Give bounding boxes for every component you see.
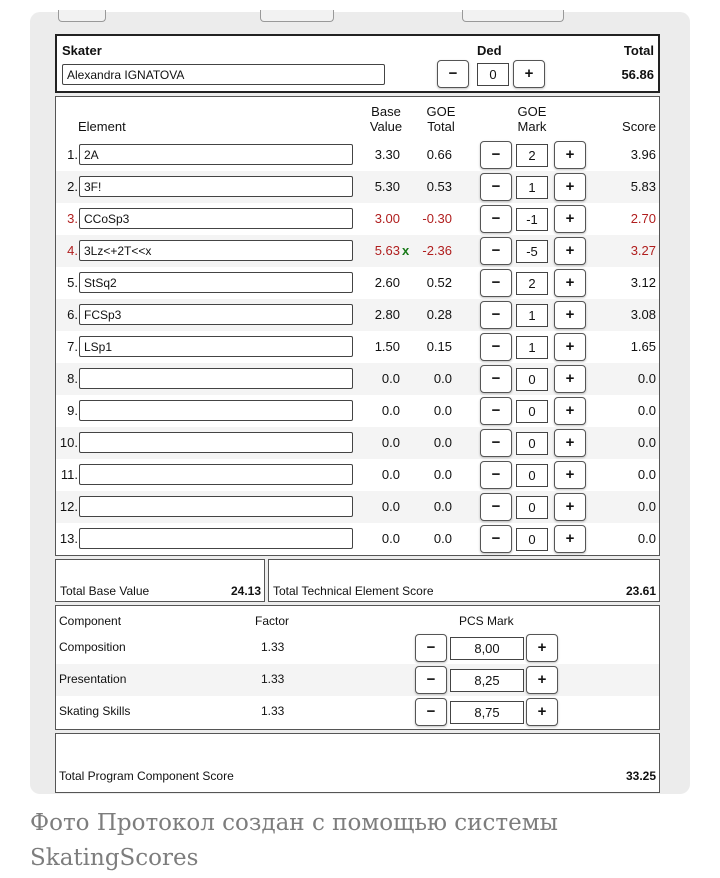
- base-value: 3.30: [374, 147, 400, 162]
- top-stub-middle[interactable]: [260, 10, 334, 22]
- ded-minus-button[interactable]: −: [437, 60, 469, 88]
- element-input[interactable]: [79, 432, 353, 453]
- col-header-score: Score: [622, 119, 656, 134]
- goe-mark-field[interactable]: 1: [516, 304, 548, 327]
- goe-total: 0.0: [433, 371, 452, 386]
- base-value: 5.30: [374, 179, 400, 194]
- ded-value-field[interactable]: 0: [477, 63, 509, 86]
- goe-minus-button[interactable]: −: [480, 493, 512, 521]
- base-value: 0.0: [381, 435, 400, 450]
- element-input[interactable]: 2A: [79, 144, 353, 165]
- col-header-goe-mark-1: GOE: [517, 104, 547, 119]
- element-number: 9.: [67, 403, 78, 418]
- element-input[interactable]: 3F!: [79, 176, 353, 197]
- element-input[interactable]: LSp1: [79, 336, 353, 357]
- goe-total: -0.30: [422, 211, 452, 226]
- tes-label: Total Technical Element Score: [273, 584, 434, 598]
- skater-header-panel: [55, 34, 660, 93]
- element-score: 0.0: [637, 371, 656, 386]
- element-row: [56, 331, 659, 363]
- component-name: Composition: [59, 640, 126, 654]
- goe-total: 0.15: [426, 339, 452, 354]
- goe-total: 0.0: [433, 499, 452, 514]
- goe-mark-field[interactable]: 2: [516, 144, 548, 167]
- col-header-base-1: Base: [371, 104, 401, 119]
- element-row: [56, 299, 659, 331]
- col-header-goe-mark-2: Mark: [517, 119, 547, 134]
- goe-total: 0.28: [426, 307, 452, 322]
- element-score: 3.96: [630, 147, 656, 162]
- ded-plus-button[interactable]: +: [513, 60, 545, 88]
- col-header-goe-total-1: GOE: [426, 104, 456, 119]
- pcs-mark-field[interactable]: 8,25: [450, 669, 524, 692]
- element-input[interactable]: StSq2: [79, 272, 353, 293]
- goe-plus-button[interactable]: +: [554, 397, 586, 425]
- tes-value: 23.61: [625, 584, 656, 598]
- element-input[interactable]: [79, 400, 353, 421]
- element-input[interactable]: [79, 464, 353, 485]
- element-number: 8.: [67, 371, 78, 386]
- element-score: 0.0: [637, 435, 656, 450]
- components-panel: [55, 605, 660, 730]
- element-row: [56, 363, 659, 395]
- component-factor: 1.33: [261, 672, 285, 686]
- element-score: 1.65: [630, 339, 656, 354]
- total-base-value-panel: [55, 559, 265, 602]
- goe-minus-button[interactable]: −: [480, 365, 512, 393]
- goe-plus-button[interactable]: +: [554, 525, 586, 553]
- element-score: 0.0: [637, 467, 656, 482]
- base-value: 0.0: [381, 531, 400, 546]
- element-row: [56, 395, 659, 427]
- total-value: 56.86: [621, 67, 654, 82]
- element-input[interactable]: [79, 496, 353, 517]
- element-row: [56, 491, 659, 523]
- goe-mark-field[interactable]: 0: [516, 464, 548, 487]
- goe-mark-field[interactable]: 0: [516, 400, 548, 423]
- element-number: 12.: [59, 499, 78, 514]
- pcs-label: Total Program Component Score: [59, 769, 234, 783]
- goe-plus-button[interactable]: +: [554, 205, 586, 233]
- base-value: 2.80: [374, 307, 400, 322]
- goe-minus-button[interactable]: −: [480, 205, 512, 233]
- goe-minus-button[interactable]: −: [480, 141, 512, 169]
- goe-mark-field[interactable]: -5: [516, 240, 548, 263]
- pcs-plus-button[interactable]: +: [526, 666, 558, 694]
- goe-total: 0.66: [426, 147, 452, 162]
- element-row: [56, 459, 659, 491]
- element-number: 4.: [67, 243, 78, 258]
- goe-mark-field[interactable]: 0: [516, 528, 548, 551]
- goe-minus-button[interactable]: −: [480, 397, 512, 425]
- element-score: 0.0: [637, 403, 656, 418]
- goe-mark-field[interactable]: 2: [516, 272, 548, 295]
- goe-total: 0.0: [433, 435, 452, 450]
- element-score: 2.70: [630, 211, 656, 226]
- element-row: [56, 203, 659, 235]
- element-score: 3.27: [630, 243, 656, 258]
- photo-caption: Фото Протокол создан с помощью системы SkatingScores: [30, 810, 558, 871]
- element-row: [56, 523, 659, 555]
- goe-minus-button[interactable]: −: [480, 461, 512, 489]
- element-number: 13.: [59, 531, 78, 546]
- pcs-value: 33.25: [625, 769, 656, 783]
- top-stub-right[interactable]: [462, 10, 564, 22]
- element-number: 3.: [67, 211, 78, 226]
- element-score: 0.0: [637, 499, 656, 514]
- base-value: 3.00: [374, 211, 400, 226]
- pcs-plus-button[interactable]: +: [526, 634, 558, 662]
- component-row: [56, 696, 659, 728]
- component-name: Skating Skills: [59, 704, 131, 718]
- goe-plus-button[interactable]: +: [554, 429, 586, 457]
- element-row: [56, 171, 659, 203]
- total-label: Total: [623, 43, 654, 58]
- element-input[interactable]: 3Lz<+2T<<x: [79, 240, 353, 261]
- score-sheet: [30, 12, 690, 794]
- pcs-minus-button[interactable]: −: [415, 666, 447, 694]
- component-row: [56, 632, 659, 664]
- element-number: 2.: [67, 179, 78, 194]
- element-input[interactable]: [79, 368, 353, 389]
- col-header-goe-total-2: Total: [427, 119, 455, 134]
- goe-plus-button[interactable]: +: [554, 365, 586, 393]
- skater-label: Skater: [62, 43, 102, 58]
- goe-minus-button[interactable]: −: [480, 333, 512, 361]
- goe-plus-button[interactable]: +: [554, 461, 586, 489]
- pcs-minus-button[interactable]: −: [415, 634, 447, 662]
- component-col-header: Component: [59, 614, 122, 628]
- base-value-flag: x: [402, 243, 410, 258]
- tbv-label: Total Base Value: [60, 584, 150, 598]
- base-value: 5.63: [374, 243, 400, 258]
- goe-minus-button[interactable]: −: [480, 269, 512, 297]
- goe-plus-button[interactable]: +: [554, 333, 586, 361]
- element-row: [56, 267, 659, 299]
- base-value: 0.0: [381, 371, 400, 386]
- goe-total: -2.36: [422, 243, 452, 258]
- goe-minus-button[interactable]: −: [480, 301, 512, 329]
- base-value: 0.0: [381, 403, 400, 418]
- goe-total: 0.0: [433, 403, 452, 418]
- element-row: [56, 427, 659, 459]
- element-score: 0.0: [637, 531, 656, 546]
- element-number: 6.: [67, 307, 78, 322]
- skater-name-input[interactable]: Alexandra IGNATOVA: [62, 64, 385, 85]
- pcs-mark-field[interactable]: 8,75: [450, 701, 524, 724]
- goe-mark-field[interactable]: 1: [516, 176, 548, 199]
- pcs-mark-field[interactable]: 8,00: [450, 637, 524, 660]
- base-value: 0.0: [381, 499, 400, 514]
- element-number: 1.: [67, 147, 78, 162]
- element-row: [56, 139, 659, 171]
- element-row: [56, 235, 659, 267]
- component-factor: 1.33: [261, 704, 285, 718]
- goe-plus-button[interactable]: +: [554, 237, 586, 265]
- top-controls-remnant: [30, 12, 690, 26]
- goe-total: 0.53: [426, 179, 452, 194]
- goe-plus-button[interactable]: +: [554, 301, 586, 329]
- col-header-base-2: Value: [369, 119, 403, 134]
- element-number: 11.: [60, 467, 78, 482]
- pcs-mark-col-header: PCS Mark: [459, 614, 514, 628]
- pcs-plus-button[interactable]: +: [526, 698, 558, 726]
- element-score: 3.08: [630, 307, 656, 322]
- component-factor: 1.33: [261, 640, 285, 654]
- element-number: 5.: [67, 275, 78, 290]
- element-number: 7.: [67, 339, 78, 354]
- base-value: 1.50: [374, 339, 400, 354]
- goe-mark-field[interactable]: 0: [516, 432, 548, 455]
- top-stub-left[interactable]: [58, 10, 106, 22]
- factor-col-header: Factor: [255, 614, 290, 628]
- goe-mark-field[interactable]: 0: [516, 368, 548, 391]
- goe-minus-button[interactable]: −: [480, 525, 512, 553]
- goe-minus-button[interactable]: −: [480, 429, 512, 457]
- goe-plus-button[interactable]: +: [554, 269, 586, 297]
- goe-mark-field[interactable]: -1: [516, 208, 548, 231]
- base-value: 2.60: [374, 275, 400, 290]
- goe-total: 0.52: [426, 275, 452, 290]
- goe-plus-button[interactable]: +: [554, 493, 586, 521]
- goe-plus-button[interactable]: +: [554, 173, 586, 201]
- base-value: 0.0: [381, 467, 400, 482]
- element-number: 10.: [59, 435, 78, 450]
- col-header-element: Element: [78, 119, 126, 134]
- element-score: 3.12: [630, 275, 656, 290]
- goe-mark-field[interactable]: 1: [516, 336, 548, 359]
- tbv-value: 24.13: [230, 584, 261, 598]
- goe-total: 0.0: [433, 467, 452, 482]
- pcs-minus-button[interactable]: −: [415, 698, 447, 726]
- component-name: Presentation: [59, 672, 127, 686]
- goe-plus-button[interactable]: +: [554, 141, 586, 169]
- total-tes-panel: [268, 559, 660, 602]
- total-pcs-panel: [55, 733, 660, 793]
- goe-minus-button[interactable]: −: [480, 173, 512, 201]
- element-input[interactable]: FCSp3: [79, 304, 353, 325]
- goe-mark-field[interactable]: 0: [516, 496, 548, 519]
- elements-panel: [55, 96, 660, 556]
- element-input[interactable]: [79, 528, 353, 549]
- goe-total: 0.0: [433, 531, 452, 546]
- element-input[interactable]: CCoSp3: [79, 208, 353, 229]
- element-score: 5.83: [630, 179, 656, 194]
- goe-minus-button[interactable]: −: [480, 237, 512, 265]
- component-row: [56, 664, 659, 696]
- ded-label: Ded: [477, 43, 502, 58]
